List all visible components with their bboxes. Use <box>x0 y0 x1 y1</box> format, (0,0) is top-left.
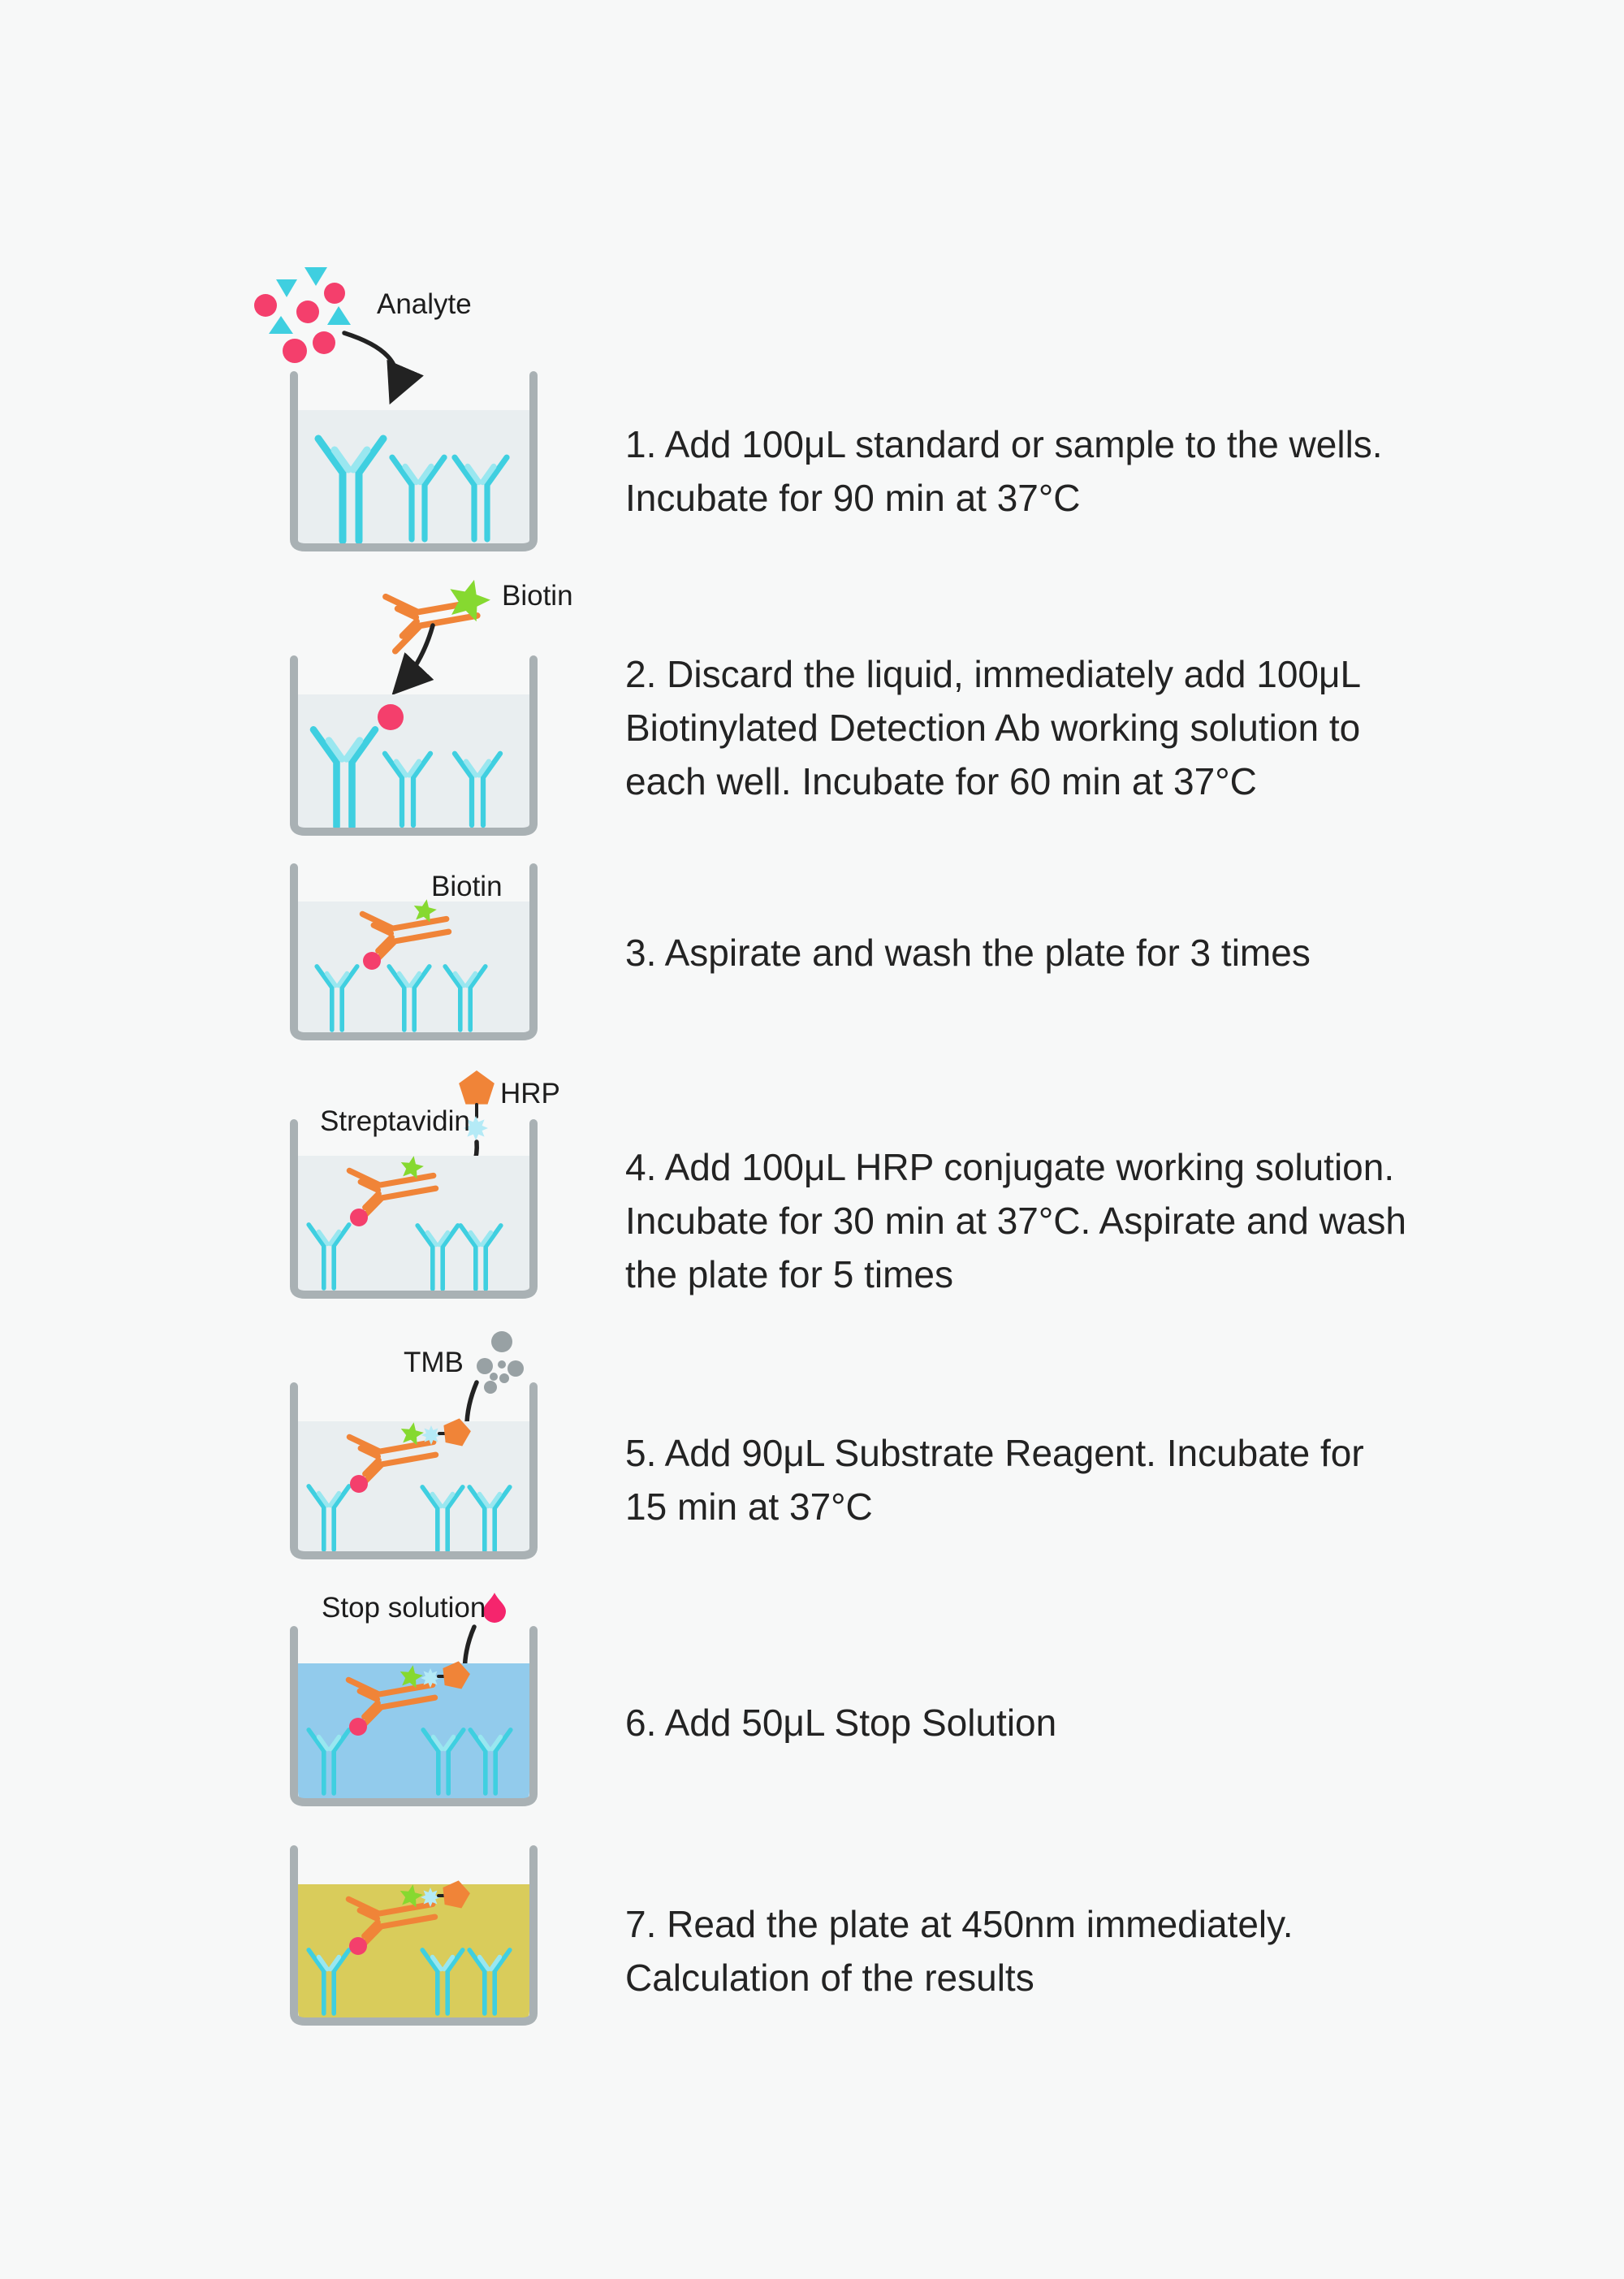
hrp-label: HRP <box>500 1078 560 1109</box>
well-step-7 <box>294 1849 533 2022</box>
step-4-text <box>625 1140 1406 1301</box>
step-2-text <box>625 647 1361 808</box>
step-text-line: Biotinylated Detection Ab working solution to <box>625 707 1361 749</box>
stop-solution-label: Stop solution <box>322 1592 486 1624</box>
stop-solution-drop-icon <box>483 1593 506 1623</box>
step-1-text <box>625 417 1383 525</box>
step-text-line: Calculation of the results <box>625 1957 1034 1999</box>
step-text-line: 5. Add 90μL Substrate Reagent. Incubate for <box>625 1432 1364 1474</box>
well-step-5 <box>294 1386 533 1556</box>
step-text-line: 4. Add 100μL HRP conjugate working solution. <box>625 1146 1395 1188</box>
well-step-2 <box>294 659 533 832</box>
step-text-line: the plate for 5 times <box>625 1253 953 1295</box>
well-step-4 <box>294 1123 533 1295</box>
hrp-pentagon-icon <box>459 1070 495 1105</box>
step-text-line: 7. Read the plate at 450nm immediately. <box>625 1903 1294 1945</box>
step-text-line: 1. Add 100μL standard or sample to the wells. <box>625 423 1383 465</box>
biotin-label: Biotin <box>502 580 573 612</box>
step-5-text <box>625 1426 1364 1533</box>
well-step-6 <box>294 1630 533 1803</box>
captured-analyte-icon <box>378 704 404 730</box>
step-text-line: 15 min at 37°C <box>625 1485 873 1528</box>
step-text-line: 2. Discard the liquid, immediately add 100μL <box>625 653 1362 695</box>
arrow-into-well-1 <box>344 333 397 396</box>
tmb-label: TMB <box>404 1347 464 1378</box>
step-text-line: 3. Aspirate and wash the plate for 3 times <box>625 932 1311 974</box>
tmb-substrate-dots-icon <box>477 1331 524 1394</box>
step-text-line: 6. Add 50μL Stop Solution <box>625 1702 1057 1744</box>
step-6-text <box>625 1696 1056 1749</box>
analyte-cluster-icon <box>254 267 351 363</box>
biotinylated-detection-antibody-icon <box>386 574 495 651</box>
step-text-line: Incubate for 90 min at 37°C <box>625 477 1081 519</box>
step-3-text <box>625 926 1311 979</box>
step-text-line: each well. Incubate for 60 min at 37°C <box>625 760 1257 802</box>
analyte-label: Analyte <box>377 288 472 320</box>
streptavidin-label: Streptavidin <box>320 1105 470 1137</box>
well-step-1 <box>294 375 533 548</box>
step-7-text <box>625 1897 1294 2004</box>
step-text-line: Incubate for 30 min at 37°C. Aspirate and wash <box>625 1200 1406 1242</box>
biotin-label: Biotin <box>431 871 503 902</box>
